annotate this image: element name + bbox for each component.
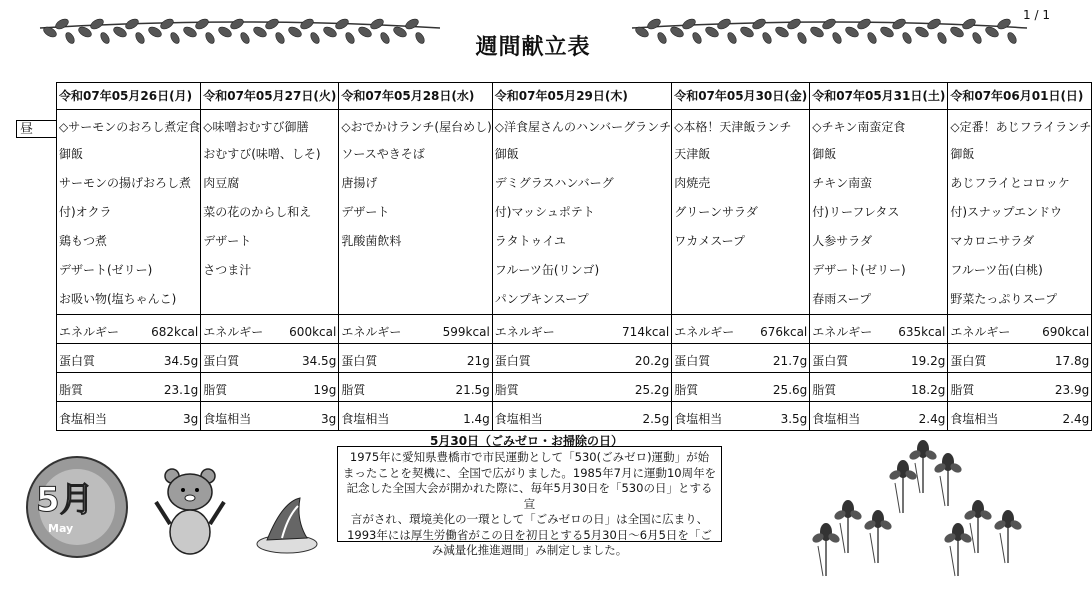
dish-item: 鶏もつ煮 (59, 234, 108, 248)
dish-item: 御飯 (59, 147, 84, 161)
note-line: み減量化推進週間」み制定しました。 (431, 543, 628, 557)
dish-item: ラタトゥイユ (494, 234, 566, 248)
dishes-row (57, 110, 1092, 315)
dish-item: あじフライとコロッケ (950, 176, 1070, 190)
nutrition-cell (201, 373, 339, 402)
dish-item: デザート (203, 234, 252, 248)
nutrition-cell (201, 315, 339, 344)
nutrition-label: 食塩相当 (494, 412, 543, 426)
dish-item: チキン南蛮 (812, 176, 873, 190)
nutrition-label: 脂質 (950, 383, 975, 397)
dish-cell (948, 110, 1092, 315)
nutrition-cell (57, 344, 201, 373)
nutrition-label: 食塩相当 (203, 412, 252, 426)
nutrition-label: 蛋白質 (950, 354, 987, 368)
nutrition-label: 蛋白質 (674, 354, 711, 368)
dish-item: デザート(ゼリー) (812, 263, 906, 277)
nutrition-cell (339, 315, 492, 344)
nutrition-pair (672, 402, 809, 430)
nutrition-pair (201, 402, 338, 430)
day-date: 令和07年05月28日(水) (339, 83, 492, 110)
nutrition-row (57, 344, 1092, 373)
dish-cell (57, 110, 201, 315)
nutrition-label: 食塩相当 (950, 412, 999, 426)
nutrition-cell (948, 344, 1092, 373)
nutrition-value: 2.5g (642, 412, 670, 426)
nutrition-pair (672, 344, 809, 372)
nutrition-pair (493, 344, 671, 372)
nutrition-label: エネルギー (950, 325, 1011, 339)
dish-item (201, 285, 338, 314)
nutrition-pair (672, 315, 809, 343)
note-line: 記念した全国大会が開かれた際に、毎年5月30日を「530の日」とする宣 (346, 481, 713, 511)
nutrition-value: 23.9g (1054, 383, 1090, 397)
nutrition-cell (492, 373, 671, 402)
nutrition-cell (57, 315, 201, 344)
month-badge-english: May (48, 522, 74, 535)
nutrition-pair (948, 315, 1091, 343)
nutrition-label: エネルギー (341, 325, 402, 339)
dish-item: おむすび(味噌、しそ) (203, 147, 321, 161)
nutrition-value: 635kcal (898, 325, 946, 339)
day-date: 令和07年05月26日(月) (57, 83, 201, 110)
nutrition-pair (57, 315, 200, 343)
nutrition-value: 23.1g (163, 383, 199, 397)
dish-item: グリーンサラダ (674, 205, 758, 219)
nutrition-label: 脂質 (341, 383, 366, 397)
menu-table (56, 82, 1092, 431)
dish-item: 付)オクラ (59, 205, 112, 219)
grilled-fish-icon (252, 492, 322, 561)
dish-item: 御飯 (950, 147, 975, 161)
nutrition-pair (493, 373, 671, 401)
nutrition-cell (57, 402, 201, 431)
nutrition-pair (810, 373, 947, 401)
dish-item: 御飯 (812, 147, 837, 161)
nutrition-value: 2.4g (918, 412, 946, 426)
note-line: まったことを契機に、全国で広がりました。1985年7月に運動10周年を (342, 465, 717, 480)
dish-item: 付)リーフレタス (812, 205, 900, 219)
nutrition-cell (948, 315, 1092, 344)
nutrition-value: 599kcal (442, 325, 490, 339)
note-box (337, 446, 722, 557)
nutrition-value: 3.5g (780, 412, 808, 426)
nutrition-value: 21g (466, 354, 490, 368)
nutrition-cell (810, 402, 948, 431)
dish-item: 乳酸菌飲料 (341, 234, 402, 248)
nutrition-cell (948, 373, 1092, 402)
nutrition-label: 食塩相当 (812, 412, 861, 426)
nutrition-value: 25.6g (772, 383, 808, 397)
day-date: 令和07年05月27日(火) (201, 83, 339, 110)
iris-flower-icon (808, 428, 1038, 582)
nutrition-value: 682kcal (151, 325, 199, 339)
dish-item: ◇定番！あじフライランチ (950, 120, 1092, 134)
nutrition-value: 690kcal (1042, 325, 1090, 339)
nutrition-value: 676kcal (760, 325, 808, 339)
nutrition-label: エネルギー (494, 325, 555, 339)
dish-item: デザート(ゼリー) (59, 263, 153, 277)
dish-item: 肉豆腐 (203, 176, 240, 190)
nutrition-pair (339, 344, 491, 372)
nutrition-pair (948, 373, 1091, 401)
dish-item: ◇洋食屋さんのハンバーグランチ (494, 120, 672, 134)
bear-icon (150, 462, 230, 566)
nutrition-pair (201, 344, 338, 372)
dish-item: パンプキンスープ (494, 292, 589, 306)
dish-item: デザート (341, 205, 390, 219)
dish-item: さつま汁 (203, 263, 252, 277)
nutrition-cell (810, 373, 948, 402)
nutrition-value: 17.8g (1054, 354, 1090, 368)
day-date: 令和07年06月01日(日) (948, 83, 1092, 110)
dish-item: ◇サーモンのおろし煮定食 (59, 120, 201, 134)
note-title: 5月30日（ごみゼロ・お掃除の日） (430, 434, 624, 448)
nutrition-value: 21.5g (455, 383, 490, 397)
nutrition-pair (201, 373, 338, 401)
nutrition-value: 3g (182, 412, 199, 426)
nutrition-value: 19.2g (911, 354, 946, 368)
nutrition-pair (810, 402, 947, 430)
nutrition-row (57, 315, 1092, 344)
dish-cell (201, 110, 339, 315)
dish-item: フルーツ缶(白桃) (950, 263, 1043, 277)
nutrition-cell (492, 402, 671, 431)
dish-item: サーモンの揚げおろし煮 (59, 176, 192, 190)
nutrition-label: エネルギー (203, 325, 264, 339)
nutrition-row (57, 373, 1092, 402)
nutrition-label: 蛋白質 (812, 354, 849, 368)
dish-item (672, 285, 809, 314)
nutrition-pair (493, 402, 671, 430)
dish-item: フルーツ缶(リンゴ) (494, 263, 600, 277)
dish-item: 肉焼売 (674, 176, 711, 190)
nutrition-cell (948, 402, 1092, 431)
nutrition-cell (57, 373, 201, 402)
nutrition-cell (339, 402, 492, 431)
dish-item (672, 256, 809, 285)
nutrition-pair (339, 402, 491, 430)
nutrition-pair (339, 315, 491, 343)
nutrition-pair (948, 344, 1091, 372)
nutrition-label: 蛋白質 (59, 354, 96, 368)
dish-item: ◇おでかけランチ(屋台めし) (341, 120, 492, 134)
nutrition-value: 2.4g (1062, 412, 1090, 426)
dish-item: デミグラスハンバーグ (494, 176, 614, 190)
dish-item: ◇味噌おむすび御膳 (203, 120, 309, 134)
dish-cell (339, 110, 492, 315)
nutrition-cell (201, 402, 339, 431)
nutrition-label: エネルギー (812, 325, 873, 339)
nutrition-cell (672, 373, 810, 402)
dish-item: 春雨スープ (812, 292, 872, 306)
nutrition-value: 20.2g (634, 354, 670, 368)
nutrition-cell (810, 344, 948, 373)
nutrition-pair (339, 373, 491, 401)
month-badge-icon (22, 452, 132, 562)
dish-item: ◇チキン南蛮定食 (812, 120, 906, 134)
nutrition-pair (201, 315, 338, 343)
dish-item (339, 256, 491, 285)
day-date: 令和07年05月31日(土) (810, 83, 948, 110)
nutrition-row (57, 402, 1092, 431)
dish-item: ◇本格！天津飯ランチ (674, 120, 792, 134)
dish-cell (672, 110, 810, 315)
nutrition-value: 18.2g (911, 383, 946, 397)
dish-item: 天津飯 (674, 147, 711, 161)
nutrition-cell (339, 344, 492, 373)
nutrition-value: 1.4g (463, 412, 490, 426)
dish-item (339, 285, 491, 314)
nutrition-label: 蛋白質 (341, 354, 378, 368)
nutrition-pair (57, 402, 200, 430)
nutrition-label: 脂質 (674, 383, 699, 397)
nutrition-value: 19g (313, 383, 337, 397)
note-line: 1975年に愛知県豊橋市で市民運動として「530(ごみゼロ)運動」が始 (349, 450, 710, 464)
date-row (57, 83, 1092, 110)
nutrition-value: 21.7g (772, 354, 808, 368)
row-label: 昼 (16, 120, 56, 138)
nutrition-cell (492, 315, 671, 344)
nutrition-label: 脂質 (59, 383, 84, 397)
nutrition-cell (672, 344, 810, 373)
note-line: 1993年には厚生労働省がこの日を初日とする5月30日～6月5日を「ご (347, 527, 712, 542)
dish-item: 付)スナップエンドウ (950, 205, 1062, 219)
nutrition-cell (492, 344, 671, 373)
day-date: 令和07年05月29日(木) (492, 83, 671, 110)
nutrition-label: 食塩相当 (341, 412, 390, 426)
dish-item: ソースやきそば (341, 147, 425, 161)
dish-item: 唐揚げ (341, 176, 378, 190)
nutrition-label: 食塩相当 (59, 412, 108, 426)
dish-cell (810, 110, 948, 315)
dish-item: 付)マッシュポテト (494, 205, 595, 219)
nutrition-label: 蛋白質 (494, 354, 531, 368)
nutrition-label: 蛋白質 (203, 354, 240, 368)
nutrition-label: エネルギー (59, 325, 120, 339)
nutrition-cell (339, 373, 492, 402)
dish-item: お吸い物(塩ちゃんこ) (59, 292, 177, 306)
nutrition-cell (810, 315, 948, 344)
nutrition-value: 25.2g (634, 383, 670, 397)
nutrition-value: 714kcal (622, 325, 670, 339)
nutrition-pair (57, 373, 200, 401)
page-title: 週間献立表 (475, 35, 591, 60)
nutrition-label: エネルギー (674, 325, 735, 339)
nutrition-cell (672, 402, 810, 431)
month-badge-label: 5月 (36, 480, 94, 520)
dish-item: マカロニサラダ (950, 234, 1035, 248)
dish-item: 人参サラダ (812, 234, 873, 248)
nutrition-cell (201, 344, 339, 373)
dish-item: 菜の花のからし和え (203, 205, 312, 219)
day-date: 令和07年05月30日(金) (672, 83, 810, 110)
nutrition-label: 脂質 (203, 383, 228, 397)
nutrition-value: 34.5g (301, 354, 337, 368)
nutrition-label: 食塩相当 (674, 412, 723, 426)
nutrition-value: 600kcal (289, 325, 337, 339)
note-line: 言がされ、環境美化の一環として「ごみゼロの日」は全国に広まり、 (350, 512, 709, 526)
nutrition-pair (57, 344, 200, 372)
nutrition-value: 3g (321, 412, 337, 426)
page-number: 1 / 1 (1023, 8, 1050, 22)
dish-item: 野菜たっぷりスープ (950, 292, 1058, 306)
nutrition-label: 脂質 (494, 383, 519, 397)
nutrition-pair (493, 315, 671, 343)
nutrition-pair (672, 373, 809, 401)
dish-cell (492, 110, 671, 315)
nutrition-pair (810, 315, 947, 343)
dish-item: ワカメスープ (674, 234, 745, 248)
nutrition-label: 脂質 (812, 383, 837, 397)
nutrition-pair (810, 344, 947, 372)
nutrition-pair (948, 402, 1091, 430)
nutrition-cell (672, 315, 810, 344)
nutrition-value: 34.5g (163, 354, 199, 368)
dish-item: 御飯 (494, 147, 519, 161)
